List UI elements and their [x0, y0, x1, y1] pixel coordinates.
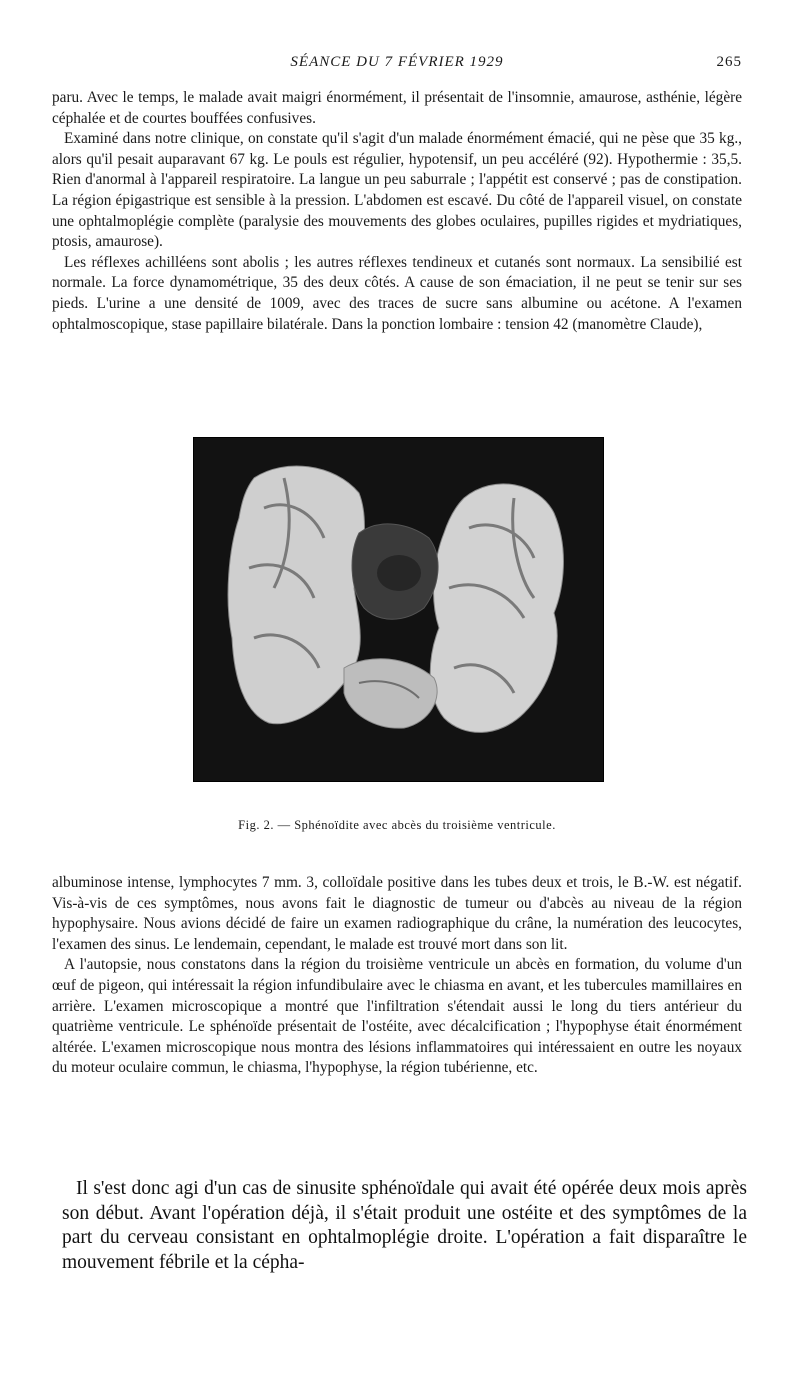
- paragraph: paru. Avec le temps, le malade avait maigri énormément, il présentait de l'insomnie, amaurose, asthénie, légère céphalée et de courtes bouffées confusives.: [52, 89, 742, 127]
- page-number: 265: [716, 54, 742, 70]
- brain-section-image: [194, 438, 603, 781]
- final-text-block: [62, 1177, 747, 1275]
- paragraph: Les réflexes achilléens sont abolis ; les autres réflexes tendineux et cutanés sont normaux. La sensibilié est normale. La force dynamométrique, 35 des deux côtés. A cause de son émaciation, il ne peut se tenir sur ses pieds. L'urine a une densité de 1009, avec des traces de sucre sans albumine ou acétone. A l'examen ophtalmoscopique, stase papillaire bilatérale. Dans la ponction lombaire : tension 42 (manomètre Claude),: [52, 253, 742, 333]
- running-title: SÉANCE DU 7 FÉVRIER 1929: [290, 54, 504, 70]
- paragraph: albuminose intense, lymphocytes 7 mm. 3, colloïdale positive dans les tubes deux et trois, le B.-W. est négatif. Vis-à-vis de ces symptômes, nous avons fait le diagnostic de tumeur ou d'abcès au niveau de la région hypophysaire. Nous avions décidé de faire un examen radiographique du crâne, la numération des leucocytes, l'examen des sinus. Le lendemain, cependant, le malade est trouvé mort dans son lit.: [52, 874, 742, 953]
- brain-section-photograph: [193, 437, 604, 782]
- figure-label: Fig. 2.: [238, 818, 274, 832]
- top-text-block: [52, 88, 742, 335]
- paragraph: Examiné dans notre clinique, on constate qu'il s'agit d'un malade énormément émacié, qui ne pèse que 35 kg., alors qu'il pesait auparavant 67 kg. Le pouls est régulier, hypotensif, un peu accéléré (92). Hypothermie : 35,5. Rien d'anormal à l'appareil respiratoire. La langue un peu saburrale ; l'appétit est conservé ; pas de constipation. La région épigastrique est sensible à la pression. L'abdomen est escavé. Du côté de l'appareil visuel, on constate une ophtalmoplégie complète (paralysie des mouvements des globes oculaires, pupilles rigides et mydriatiques, ptosis, amaurose).: [52, 130, 742, 251]
- paragraph: Il s'est donc agi d'un cas de sinusite sphénoïdale qui avait été opérée deux mois après son début. Avant l'opération déjà, il s'était produit une ostéite et des symptômes de la part du cerveau consistant en ophtalmoplégie droite. L'opération a fait disparaître le mouvement fébrile et la cépha-: [62, 1178, 747, 1273]
- running-header: [52, 54, 742, 76]
- figure-caption-text: — Sphénoïdite avec abcès du troisième ventricule.: [277, 818, 556, 832]
- figure-caption: [52, 818, 742, 833]
- paragraph: A l'autopsie, nous constatons dans la région du troisième ventricule un abcès en formation, du volume d'un œuf de pigeon, qui intéressait la région infundibulaire avec le chiasma en avant, et les tubercules mamillaires en arrière. L'examen microscopique a montré que l'infiltration s'étendait aussi le long du tiers antérieur du quatrième ventricule. Le sphénoïde présentait de l'ostéite, avec décalcification ; l'hypophyse était énormément altérée. L'examen microscopique nous montra des lésions inflammatoires qui intéressaient en outre les noyaux du moteur oculaire commun, le chiasma, l'hypophyse, la région tubérienne, etc.: [52, 956, 742, 1077]
- bottom-text-block: [52, 873, 742, 1079]
